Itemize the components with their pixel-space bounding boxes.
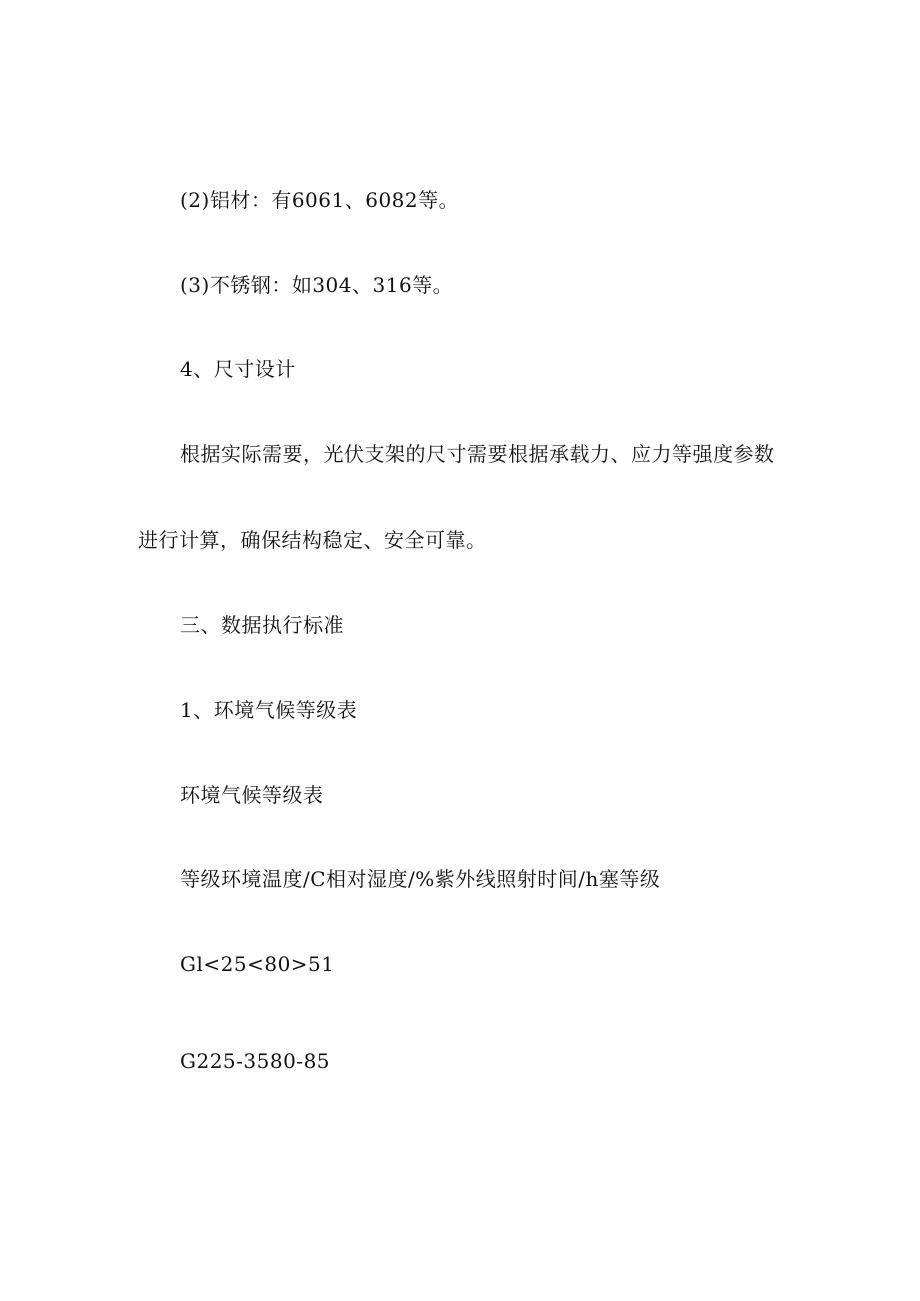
list-item-stainless-steel: (3)不锈钢：如304、316等。 [180,273,454,297]
paragraph-line-1: 根据实际需要，光伏支架的尺寸需要根据承载力、应力等强度参数 [180,442,775,466]
subsection-heading-climate-table: 1、环境气候等级表 [180,698,358,722]
table-header-row: 等级环境温度/C相对湿度/%紫外线照射时间/h塞等级 [180,867,661,891]
list-item-aluminum: (2)铝材：有6061、6082等。 [180,188,460,212]
paragraph-line-2: 进行计算，确保结构稳定、安全可靠。 [138,528,487,552]
section-heading-size-design: 4、尺寸设计 [180,357,296,381]
table-row: Gl<25<80>51 [180,952,335,976]
table-title: 环境气候等级表 [180,783,324,807]
table-row: G225-3580-85 [180,1049,331,1073]
section-heading-data-standards: 三、数据执行标准 [180,613,344,637]
